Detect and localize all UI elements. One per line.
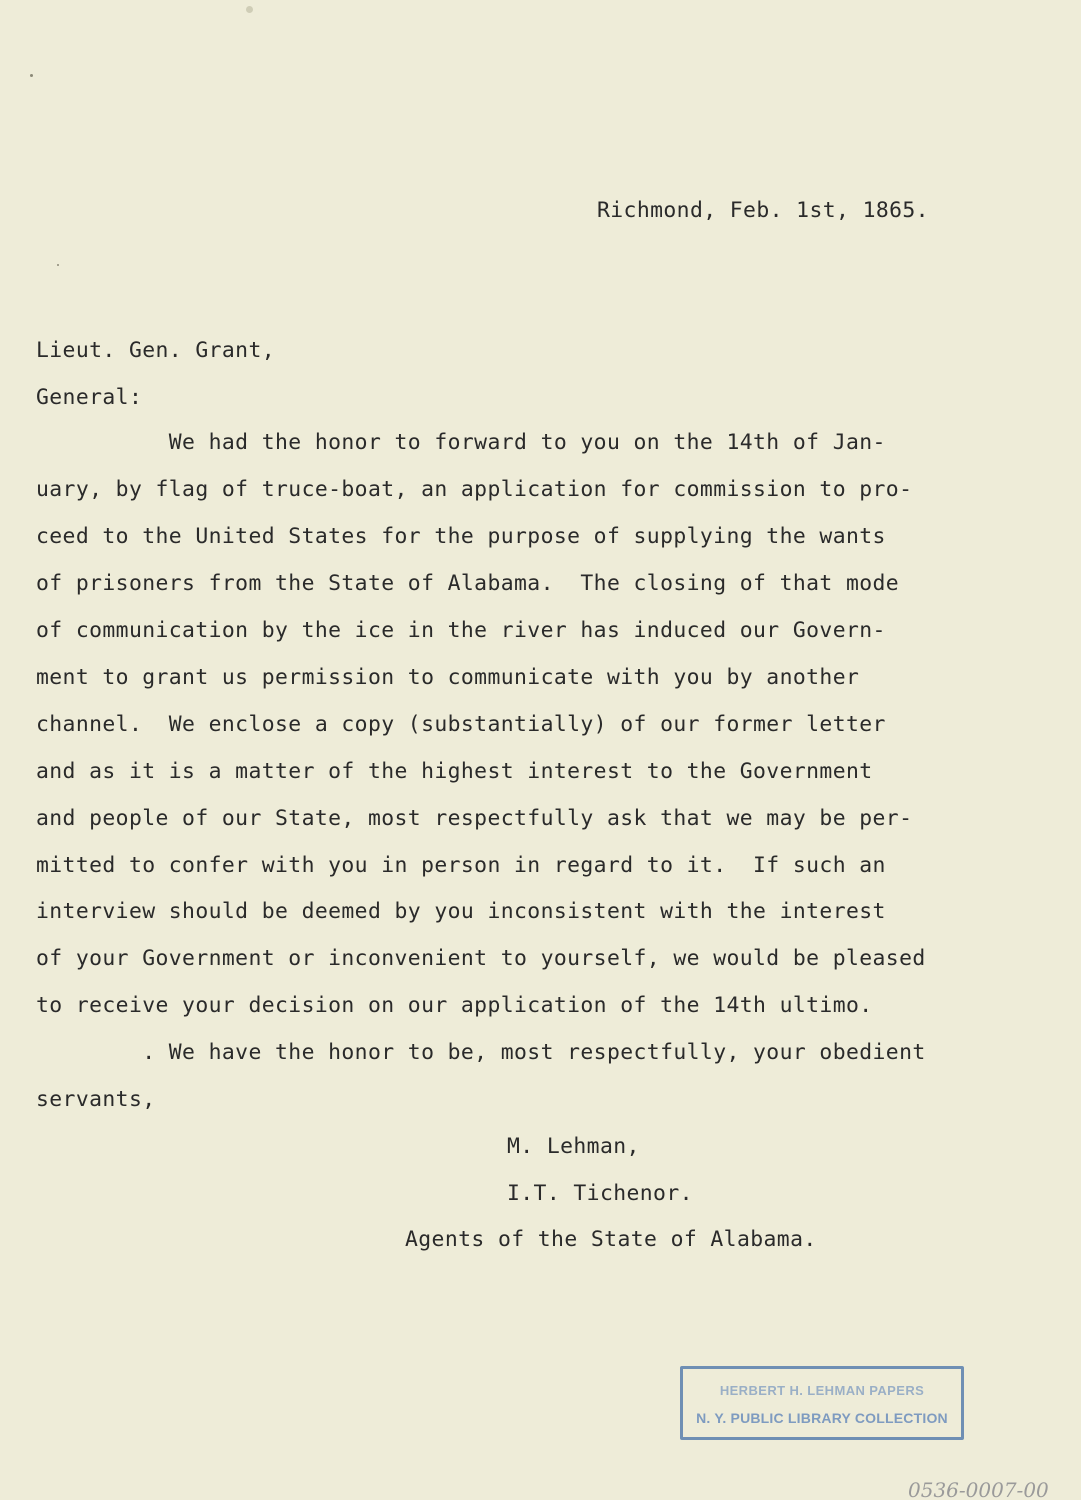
body-line: uary, by flag of truce-boat, an application for commission to pro- bbox=[36, 477, 913, 502]
paper-speck bbox=[57, 264, 59, 266]
addressee: Lieut. Gen. Grant, bbox=[36, 338, 276, 363]
body-line: We had the honor to forward to you on the 14th of Jan- bbox=[36, 430, 886, 455]
body-line: of communication by the ice in the river has induced our Govern- bbox=[36, 618, 886, 643]
closing-line: . We have the honor to be, most respectfully, your obedient bbox=[36, 1040, 926, 1065]
signature-tichenor: I.T. Tichenor. bbox=[507, 1181, 693, 1206]
catalog-number: 0536-0007-00 bbox=[908, 1478, 1049, 1500]
body-line: of prisoners from the State of Alabama. The closing of that mode bbox=[36, 571, 900, 596]
body-line: mitted to confer with you in person in regard to it. If such an bbox=[36, 853, 886, 878]
body-line: interview should be deemed by you inconsistent with the interest bbox=[36, 899, 886, 924]
paper-speck bbox=[246, 6, 253, 13]
signature-title: Agents of the State of Alabama. bbox=[405, 1227, 817, 1252]
body-line: and people of our State, most respectfully ask that we may be per- bbox=[36, 806, 913, 831]
body-line: to receive your decision on our application of the 14th ultimo. bbox=[36, 993, 873, 1018]
stamp-line-collection: N. Y. PUBLIC LIBRARY COLLECTION bbox=[696, 1410, 948, 1426]
paper-speck bbox=[30, 74, 33, 77]
body-line: and as it is a matter of the highest interest to the Government bbox=[36, 759, 873, 784]
body-line: of your Government or inconvenient to yourself, we would be pleased bbox=[36, 946, 926, 971]
signature-lehman: M. Lehman, bbox=[507, 1134, 640, 1159]
library-collection-stamp bbox=[680, 1366, 964, 1440]
body-line: ment to grant us permission to communicate with you by another bbox=[36, 665, 860, 690]
dateline: Richmond, Feb. 1st, 1865. bbox=[597, 198, 929, 223]
closing-line: servants, bbox=[36, 1087, 156, 1112]
stamp-line-papers: HERBERT H. LEHMAN PAPERS bbox=[719, 1383, 925, 1398]
salutation: General: bbox=[36, 385, 143, 410]
body-line: channel. We enclose a copy (substantially) of our former letter bbox=[36, 712, 886, 737]
body-line: ceed to the United States for the purpose of supplying the wants bbox=[36, 524, 886, 549]
